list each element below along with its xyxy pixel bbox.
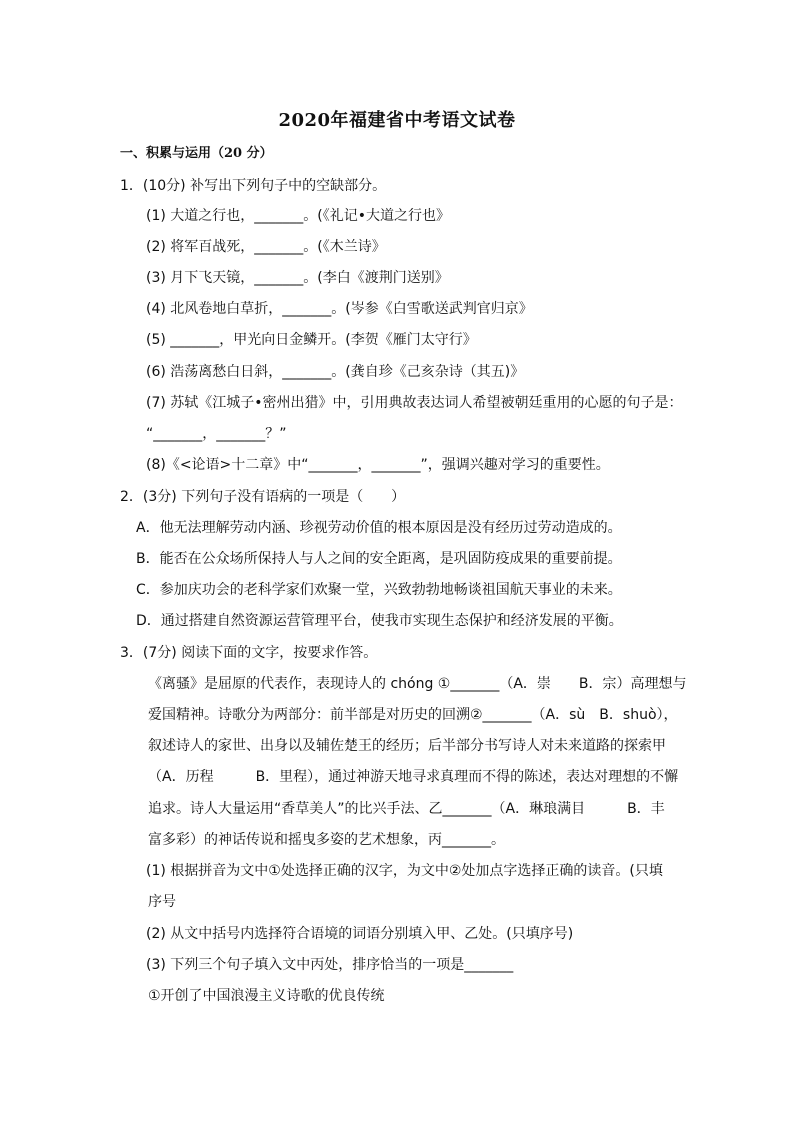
q1-item-2: (2) 将军百战死，_______。(《木兰诗》 xyxy=(146,239,386,255)
q3-passage-line-2: 爱国精神。诗歌分为两部分：前半部是对历史的回溯②_______（A．sù B．shuò）， xyxy=(148,707,678,723)
question-2-stem: 2．(3分) 下列句子没有语病的一项是（ ） xyxy=(120,489,406,505)
q3-sub-1-cont: 序号 xyxy=(148,894,176,910)
q1-item-7: (7) 苏轼《江城子•密州出猎》中，引用典故表达词人希望被朝廷重用的心愿的句子是： xyxy=(146,395,683,411)
q2-option-a: A．他无法理解劳动内涵、珍视劳动价值的根本原因是没有经历过劳动造成的。 xyxy=(136,520,622,536)
q3-sub-option-1: ①开创了中国浪漫主义诗歌的优良传统 xyxy=(148,988,385,1004)
q3-passage-line-3: 叙述诗人的家世、出身以及辅佐楚王的经历；后半部分书写诗人对未来道路的探索甲 xyxy=(148,738,666,754)
q3-passage-line-4: （A．历程 B．里程），通过神游天地寻求真理而不得的陈述，表达对理想的不懈 xyxy=(148,769,679,785)
page-title: 2020年福建省中考语文试卷 xyxy=(278,110,516,131)
q1-item-6: (6) 浩荡离愁白日斜，_______。(龚自珍《己亥杂诗（其五)》 xyxy=(146,364,525,380)
q1-item-3: (3) 月下飞天镜，_______。(李白《渡荆门送别》 xyxy=(146,270,449,286)
q2-option-c: C．参加庆功会的老科学家们欢聚一堂，兴致勃勃地畅谈祖国航天事业的未来。 xyxy=(136,582,622,598)
q3-sub-1: (1) 根据拼音为文中①处选择正确的汉字，为文中②处加点字选择正确的读音。(只填 xyxy=(146,863,663,879)
question-3-stem: 3．(7分) 阅读下面的文字，按要求作答。 xyxy=(120,645,378,661)
q1-item-1: (1) 大道之行也，_______。(《礼记•大道之行也》 xyxy=(146,208,450,224)
q3-sub-2: (2) 从文中括号内选择符合语境的词语分别填入甲、乙处。(只填序号) xyxy=(146,926,574,942)
q1-item-8: (8)《<论语>十二章》中“_______，_______”，强调兴趣对学习的重要性。 xyxy=(146,457,610,473)
q3-sub-3: (3) 下列三个句子填入文中丙处，排序恰当的一项是_______ xyxy=(146,957,514,973)
q1-item-4: (4) 北风卷地白草折，_______。(岑参《白雪歌送武判官归京》 xyxy=(146,301,533,317)
q3-passage-line-5: 追求。诗人大量运用“香草美人”的比兴手法、乙_______（A．琳琅满目 B．丰 xyxy=(148,801,665,817)
q1-item-5: (5) _______，甲光向日金鳞开。(李贺《雁门太守行》 xyxy=(146,332,477,348)
q2-option-b: B．能否在公众场所保持人与人之间的安全距离，是巩固防疫成果的重要前提。 xyxy=(136,551,622,567)
section-heading: 一、积累与运用（20 分） xyxy=(120,146,273,161)
q3-passage-line-1: 《离骚》是屈原的代表作，表现诗人的 chóng ①_______（A．崇 B．宗）高理想与 xyxy=(148,676,687,692)
q3-passage-line-6: 富多彩）的神话传说和摇曳多姿的艺术想象，丙_______。 xyxy=(148,832,505,848)
q2-option-d: D．通过搭建自然资源运营管理平台，使我市实现生态保护和经济发展的平衡。 xyxy=(136,613,623,629)
question-1-stem: 1．(10分) 补写出下列句子中的空缺部分。 xyxy=(120,178,387,194)
q1-item-7-cont: “_______，_______？” xyxy=(146,426,287,442)
